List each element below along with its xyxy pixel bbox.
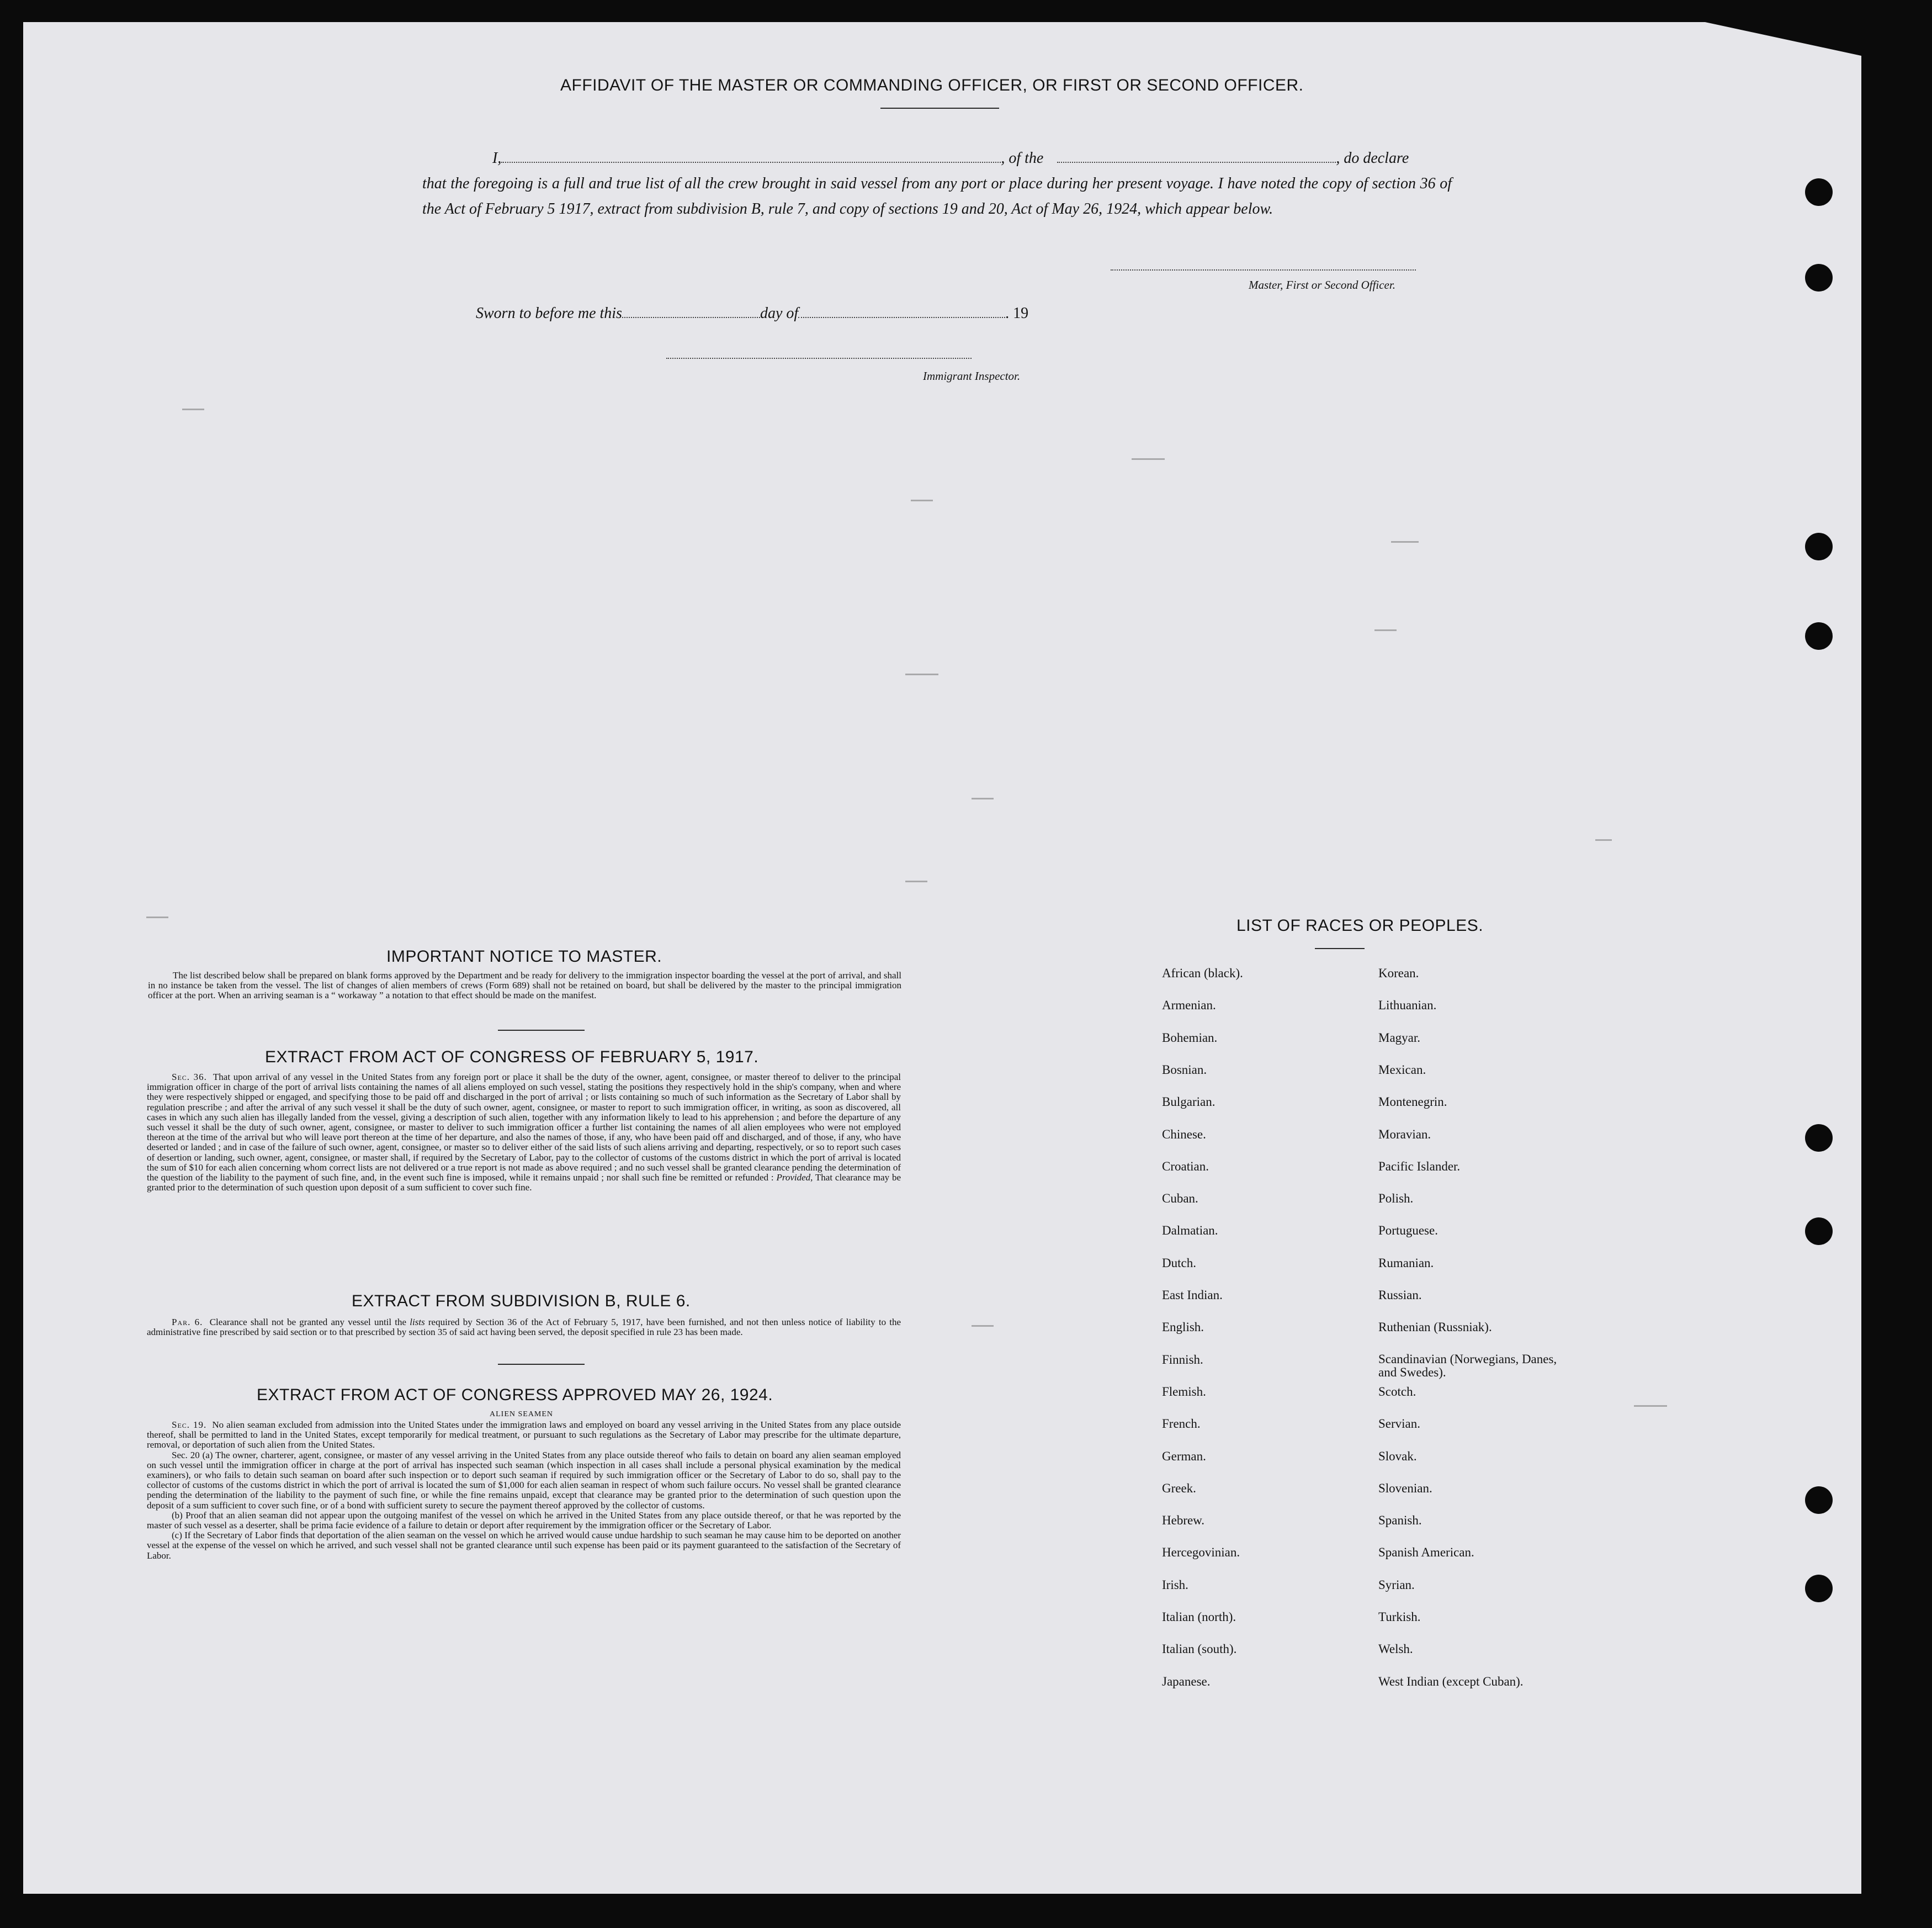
extract-rule6-body — [147, 1317, 901, 1337]
master-signature-label: Master, First or Second Officer. — [1249, 278, 1395, 292]
vessel-name-field[interactable] — [1057, 162, 1336, 163]
binder-hole — [1805, 1486, 1833, 1514]
race-right-item: Welsh. — [1378, 1642, 1413, 1656]
section-divider — [498, 1030, 585, 1031]
race-left-item: East Indian. — [1162, 1288, 1223, 1302]
race-left-item: Dalmatian. — [1162, 1223, 1218, 1237]
par6-text-a: Clearance shall not be granted any vessel until the — [209, 1317, 407, 1327]
sec36-paragraph — [147, 1072, 901, 1193]
race-left-item: Bosnian. — [1162, 1063, 1207, 1077]
par6-label: Par. 6. — [172, 1317, 203, 1327]
sec20a-paragraph: Sec. 20 (a) The owner, charterer, agent, consignee, or master of any vessel arriving in the United States from any place outside thereof who fails to detain on board any alien seaman employed on such vessel until the immigration officer in charge at the port of arrival has inspected such seaman (which inspection in all cases shall include a personal physical examination by the medical examiners), or who fails to detain such seaman on board after such inspection or to deport such seaman if required by such immigration officer or the Secretary of Labor to do so, shall pay to the collector of customs of the customs district in which the port of arrival is located the sum of $1,000 for each alien seaman in respect of whom such failure occurs. No vessel shall be granted clearance pending the determination of the liability to the payment of such fine, or while the fine remains unpaid, except that clearance may be granted prior to the determination of such question upon the deposit of a sum sufficient to cover such fine, or of a bond with sufficient surety to secure the payment thereof approved by the collector of customs. — [147, 1449, 901, 1511]
races-title-underline — [1315, 948, 1365, 949]
sec19-text: No alien seaman excluded from admission into the United States under the immigration laws and employed on board any vessel arriving in the United States from any place outside thereof, shall be permitted to land in the United States, except temporarily for medical treatment, or pursuant to such regulations as the Secretary of Labor may prescribe for the ultimate departure, removal, or deportation of such alien from the United States. — [147, 1419, 901, 1450]
race-left-item: Irish. — [1162, 1578, 1188, 1592]
sworn-label: Sworn to before me this — [476, 305, 622, 322]
scan-streak — [972, 798, 994, 799]
sworn-month-field[interactable] — [798, 317, 1005, 318]
race-right-item: Scotch. — [1378, 1385, 1416, 1399]
race-right-item: West Indian (except Cuban). — [1378, 1675, 1524, 1688]
race-left-item: Italian (south). — [1162, 1642, 1237, 1656]
binder-hole — [1805, 1124, 1833, 1152]
extract-1924-body — [147, 1420, 901, 1561]
declaration-block — [422, 146, 1452, 222]
race-right-item: Ruthenian (Russniak). — [1378, 1320, 1492, 1334]
race-right-item: Moravian. — [1378, 1127, 1431, 1141]
declarant-name-field[interactable] — [501, 162, 1001, 163]
race-left-item: Italian (north). — [1162, 1610, 1236, 1624]
race-left-item: African (black). — [1162, 966, 1243, 980]
scan-streak — [1391, 541, 1419, 543]
scan-streak — [911, 500, 933, 501]
sworn-line — [476, 305, 1028, 322]
sec20b-paragraph: (b) Proof that an alien seaman did not appear upon the outgoing manifest of the vessel on which he arrived in the United States from any place outside thereof, or that he was reported by the master of such vessel as a deserter, shall be prima facie evidence of a failure to detain or deport after requirement by the immigration officer or the Secretary of Labor. — [147, 1509, 901, 1531]
scan-streak — [146, 917, 168, 918]
par6-paragraph — [147, 1317, 901, 1337]
race-right-item: Lithuanian. — [1378, 998, 1437, 1012]
scan-streak — [1634, 1405, 1667, 1407]
sec36-label: Sec. 36. — [172, 1072, 207, 1082]
race-left-item: Dutch. — [1162, 1256, 1196, 1270]
of-the-label: , of the — [1001, 150, 1044, 167]
master-signature-field[interactable] — [1111, 269, 1416, 271]
races-title: LIST OF RACES OR PEOPLES. — [1236, 917, 1484, 935]
race-right-item: Turkish. — [1378, 1610, 1421, 1624]
race-left-item: Hercegovinian. — [1162, 1545, 1240, 1559]
race-right-item: Syrian. — [1378, 1578, 1415, 1592]
race-left-item: Chinese. — [1162, 1127, 1206, 1141]
race-right-item: Russian. — [1378, 1288, 1422, 1302]
binder-hole — [1805, 622, 1833, 650]
section-divider — [498, 1364, 585, 1365]
do-declare-label: , do declare — [1336, 150, 1409, 167]
scan-streak — [1132, 458, 1165, 460]
race-right-item: Rumanian. — [1378, 1256, 1434, 1270]
day-of-label: day of — [760, 305, 799, 322]
inspector-signature-field[interactable] — [666, 358, 972, 359]
extract-1917-body — [147, 1072, 901, 1193]
race-left-item: English. — [1162, 1320, 1204, 1334]
i-label: I, — [492, 150, 502, 167]
binder-hole — [1805, 1575, 1833, 1602]
race-right-item: Servian. — [1378, 1417, 1421, 1431]
sworn-day-field[interactable] — [622, 317, 760, 318]
extract-1917-title: EXTRACT FROM ACT OF CONGRESS OF FEBRUARY 5, 1917. — [265, 1048, 759, 1066]
race-right-item: Polish. — [1378, 1191, 1414, 1205]
race-left-item: Armenian. — [1162, 998, 1216, 1012]
race-left-item: German. — [1162, 1449, 1206, 1463]
race-right-item: Slovak. — [1378, 1449, 1417, 1463]
race-right-item: Montenegrin. — [1378, 1095, 1447, 1109]
year-prefix: . 19 — [1005, 305, 1029, 322]
race-left-item: Hebrew. — [1162, 1513, 1205, 1527]
notice-paragraph: The list described below shall be prepared on blank forms approved by the Department and be ready for delivery to the immigration inspector boarding the vessel at the port of arrival, and shall in no instance be taken from the vessel. The list of changes of alien members of crews (Form 689) shall not be retained on board, but shall be delivered by the master to the principal immigration officer at the port. When an arriving seaman is a “ workaway ” a notation to that effect should be made on the manifest. — [148, 970, 901, 1001]
scan-streak — [905, 674, 938, 675]
race-right-item: Pacific Islander. — [1378, 1159, 1461, 1173]
sec19-paragraph — [147, 1420, 901, 1450]
race-right-item: Magyar. — [1378, 1031, 1421, 1045]
sec19-label: Sec. 19. — [172, 1419, 207, 1430]
sec36-proviso-text: That clearance may be granted prior to the determination of such question upon deposit of a sum sufficient to cover such fine. — [147, 1172, 901, 1193]
binder-hole — [1805, 1217, 1833, 1245]
sec36-text: That upon arrival of any vessel in the United States from any foreign port or place it shall be the duty of the owner, agent, consignee, or master thereof to deliver to the principal immigration officer in charge of the port of arrival lists containing the names of all aliens employed on such vessel, stating the positions they respectively hold in the ship's company, when and where they were respectively shipped or engaged, and specifying those to be paid off and discharged in the port of arrival ; or lists containing so much of such information as the Secretary of Labor shall by regulation prescribe ; and after the arrival of any such vessel it shall be the duty of such owner, agent, consignee, or master to report to such immigration officer, in writing, as soon as discovered, all cases in which any such alien has illegally landed from the vessel, giving a description of such alien, together with any information likely to lead to his apprehension ; and before the departure of any such vessel it shall be the duty of such owner, agent, consignee, or master to deliver to such immigration officer a further list containing the names of all alien employees who were not employed thereon at the time of the arrival but who will leave port thereon at the time of her departure, and also the names of those, if any, who have been paid off and discharged, and of those, if any, who have deserted or landed ; and in case of the failure of such owner, agent, consignee, or master so to deliver either of the said lists of such aliens arriving and departing, respectively, or so to report such cases of desertion or landing, such owner, agent, consignee, or master shall, if required by the Secretary of Labor, pay to the collector of customs of the customs district in which the port of arrival is located the sum of $10 for each alien concerning whom correct lists are not delivered or a true report is not made as above required ; and no such vessel shall be granted clearance pending the determination of the question of the liability to the payment of such fine, and, in the event such fine is imposed, while it remains unpaid ; nor shall such fine be remitted or refunded : — [147, 1072, 901, 1183]
race-left-item: Cuban. — [1162, 1191, 1198, 1205]
declarant-line — [422, 146, 1452, 171]
inspector-label: Immigrant Inspector. — [923, 369, 1021, 383]
race-left-item: Flemish. — [1162, 1385, 1206, 1399]
race-left-item: Japanese. — [1162, 1675, 1211, 1688]
scan-streak — [972, 1325, 994, 1327]
race-left-item: Croatian. — [1162, 1159, 1209, 1173]
race-left-item: Bulgarian. — [1162, 1095, 1216, 1109]
scan-streak — [1374, 629, 1397, 631]
alien-seamen-subtitle: ALIEN SEAMEN — [490, 1410, 554, 1418]
race-right-item: Portuguese. — [1378, 1223, 1438, 1237]
scan-streak — [1595, 839, 1612, 841]
race-right-item: Spanish. — [1378, 1513, 1422, 1527]
lists-word: lists — [410, 1317, 425, 1327]
extract-rule6-title: EXTRACT FROM SUBDIVISION B, RULE 6. — [352, 1292, 691, 1310]
race-left-item: Finnish. — [1162, 1353, 1203, 1366]
extract-1924-title: EXTRACT FROM ACT OF CONGRESS APPROVED MAY 26, 1924. — [257, 1386, 773, 1404]
notice-title: IMPORTANT NOTICE TO MASTER. — [386, 947, 662, 966]
scan-streak — [182, 409, 204, 410]
document-page — [23, 22, 1861, 1894]
title-underline — [880, 108, 999, 109]
par6-text-b: required by Section 36 of the Act of February 5, 1917, have been furnished, and not then unless notice of liability to the administrative fine prescribed by said section or to that prescribed by section 35 of said act having been served, the deposit specified in rule 23 has been made. — [147, 1317, 901, 1338]
race-left-item: Greek. — [1162, 1481, 1196, 1495]
notice-body — [148, 971, 901, 1001]
declaration-body: that the foregoing is a full and true list of all the crew brought in said vessel from any port or place during her present voyage. I have noted the copy of section 36 of the Act of February 5 1917, extract from subdivision B, rule 7, and copy of sections 19 and 20, Act of May 26, 1924, which appear below. — [422, 175, 1452, 218]
binder-hole — [1805, 178, 1833, 206]
affidavit-title: AFFIDAVIT OF THE MASTER OR COMMANDING OFFICER, OR FIRST OR SECOND OFFICER. — [560, 76, 1304, 94]
race-right-item: Spanish American. — [1378, 1545, 1474, 1559]
binder-hole — [1805, 264, 1833, 292]
race-left-item: French. — [1162, 1417, 1201, 1431]
proviso-word: Provided, — [776, 1172, 813, 1183]
race-right-item: Mexican. — [1378, 1063, 1426, 1077]
race-left-item: Bohemian. — [1162, 1031, 1218, 1045]
race-right-item: Scandinavian (Norwegians, Danes, and Swedes). — [1378, 1352, 1557, 1379]
binder-hole — [1805, 533, 1833, 560]
scan-streak — [905, 881, 927, 882]
sec20c-paragraph: (c) If the Secretary of Labor finds that deportation of the alien seaman on the vessel on which he arrived would cause undue hardship to such seaman he may cause him to be deported on another vessel at the expense of the vessel on which he arrived, and such vessel shall not be granted clearance until such expense has been paid or its payment guaranteed to the satisfaction of the Secretary of Labor. — [147, 1530, 901, 1561]
race-right-item: Korean. — [1378, 966, 1419, 980]
race-right-item: Slovenian. — [1378, 1481, 1432, 1495]
